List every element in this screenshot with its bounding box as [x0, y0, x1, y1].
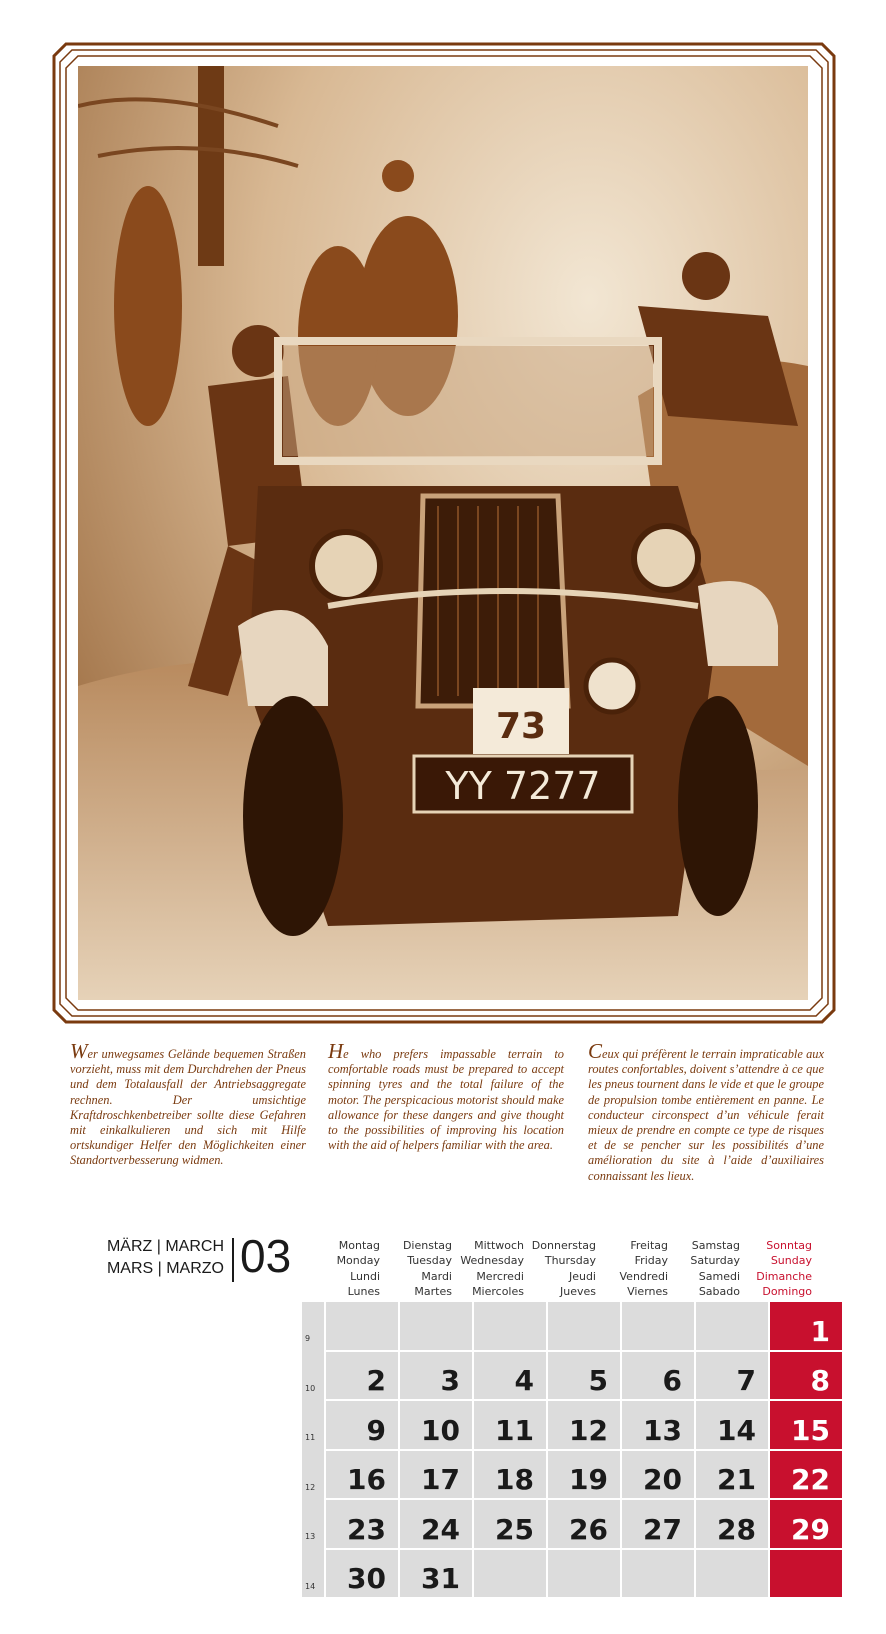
day-cell-tuesday[interactable] — [400, 1451, 472, 1499]
day-cell-friday[interactable] — [622, 1550, 694, 1598]
day-number: 30 — [347, 1562, 386, 1595]
day-cell-friday[interactable] — [622, 1401, 694, 1449]
day-cell-sunday[interactable] — [770, 1550, 842, 1598]
weekday-label: Sunday — [770, 1254, 812, 1268]
weekday-label: Montag — [338, 1239, 380, 1252]
weekday-label: Samstag — [691, 1239, 740, 1252]
day-number: 21 — [717, 1463, 756, 1496]
day-cell-wednesday[interactable] — [474, 1352, 546, 1400]
day-number: 24 — [421, 1512, 460, 1546]
week-number — [303, 1352, 323, 1398]
caption-french — [588, 1039, 824, 1184]
month-divider — [232, 1238, 234, 1282]
weekday-label: Friday — [634, 1254, 668, 1268]
caption-german-text: er unwegsames Gelände bequemen Straßen vorzieht, muss mit dem Durchdrehen der Pneus und dem Totalausfall der Antriebsaggregate rechnen. Der umsichtige Kraftdroschkenbetreiber sollte diese Gefahren mit einkalkulieren und sich mit Hilfe ortskundiger Helfer den Möglichkeiten einer Standortverbesserung widmen. — [70, 1047, 306, 1168]
race-number: 73 — [495, 706, 547, 747]
license-plate: YY 7277 — [445, 764, 601, 808]
day-cell-monday[interactable] — [326, 1500, 398, 1548]
day-number: 19 — [569, 1463, 608, 1496]
caption-french-text: eux qui préfèrent le terrain impraticable aux routes confortables, doivent s’attendre à ce que les pneus tournent dans le vide et que le groupe de propulsion tombe entièrement en panne. Le conducteur circonspect d’un véhicule ferait mieux de prendre en compte ce type de risques et de se pencher sur les possibilités d’une amélioration du site à l’aide d’auxiliaires connaissant les lieux. — [588, 1047, 824, 1183]
week-number — [303, 1550, 323, 1596]
day-number: 9 — [366, 1413, 386, 1447]
day-cell-sunday[interactable] — [770, 1451, 842, 1499]
day-number: 14 — [717, 1413, 756, 1447]
day-number: 29 — [791, 1512, 830, 1546]
weekday-label: Lundi — [350, 1269, 380, 1283]
day-number: 3 — [440, 1364, 460, 1397]
day-cell-friday[interactable] — [622, 1302, 694, 1350]
day-number: 25 — [495, 1512, 534, 1546]
day-cell-thursday[interactable] — [548, 1500, 620, 1548]
caption-german — [70, 1039, 306, 1169]
day-cell-tuesday[interactable] — [400, 1352, 472, 1400]
weekday-label: Mardi — [421, 1269, 452, 1283]
day-cell-sunday[interactable] — [770, 1302, 842, 1350]
day-number: 7 — [736, 1364, 756, 1397]
caption-french-initial: C — [588, 1039, 603, 1063]
day-number: 15 — [791, 1413, 830, 1447]
week-number — [303, 1500, 323, 1546]
weekday-label: Sonntag — [766, 1239, 812, 1252]
month-number: 03 — [240, 1230, 292, 1282]
weekday-label: Sabado — [698, 1285, 740, 1299]
day-cell-sunday[interactable] — [770, 1500, 842, 1548]
day-cell-saturday[interactable] — [696, 1500, 768, 1548]
day-number: 23 — [347, 1512, 386, 1546]
weekday-label: Samedi — [698, 1269, 740, 1283]
weekday-label: Wednesday — [460, 1254, 524, 1268]
day-cell-wednesday[interactable] — [474, 1451, 546, 1499]
week-number — [303, 1401, 323, 1447]
vintage-car-photo — [78, 66, 808, 1000]
day-number: 8 — [810, 1364, 830, 1397]
weekday-header-friday — [598, 1238, 668, 1300]
day-number: 12 — [569, 1413, 608, 1447]
day-number: 5 — [588, 1364, 608, 1397]
weekday-header-tuesday — [382, 1238, 452, 1300]
day-cell-tuesday[interactable] — [400, 1550, 472, 1598]
day-cell-monday[interactable] — [326, 1401, 398, 1449]
day-number: 31 — [421, 1562, 460, 1595]
day-cell-monday[interactable] — [326, 1550, 398, 1598]
weekday-label: Dienstag — [402, 1239, 452, 1252]
weekday-header-monday — [310, 1238, 380, 1300]
day-cell-saturday[interactable] — [696, 1302, 768, 1350]
day-cell-saturday[interactable] — [696, 1401, 768, 1449]
day-number: 22 — [791, 1463, 830, 1496]
day-cell-wednesday[interactable] — [474, 1550, 546, 1598]
weekday-label: Vendredi — [619, 1269, 668, 1283]
weekday-header-saturday — [670, 1238, 740, 1300]
caption-german-initial: W — [70, 1039, 88, 1063]
day-number: 18 — [495, 1463, 534, 1496]
weekday-header-wednesday — [454, 1238, 524, 1300]
week-number-label: 13 — [305, 1532, 316, 1541]
day-cell-saturday[interactable] — [696, 1352, 768, 1400]
day-cell-thursday[interactable] — [548, 1550, 620, 1598]
weekday-label: Miercoles — [472, 1285, 524, 1299]
day-cell-monday[interactable] — [326, 1352, 398, 1400]
day-cell-sunday[interactable] — [770, 1401, 842, 1449]
day-cell-monday[interactable] — [326, 1451, 398, 1499]
week-number-label: 10 — [305, 1383, 316, 1393]
month-names — [96, 1236, 224, 1280]
weekday-label: Monday — [336, 1254, 380, 1268]
day-cell-tuesday[interactable] — [400, 1401, 472, 1449]
week-number — [303, 1451, 323, 1497]
day-number: 27 — [643, 1512, 682, 1546]
day-cell-friday[interactable] — [622, 1451, 694, 1499]
day-cell-friday[interactable] — [622, 1500, 694, 1548]
weekday-label: Freitag — [630, 1239, 668, 1252]
day-cell-thursday[interactable] — [548, 1352, 620, 1400]
weekday-label: Dimanche — [756, 1269, 812, 1283]
weekday-label: Donnerstag — [531, 1239, 596, 1252]
weekday-label: Tuesday — [407, 1254, 452, 1268]
day-number: 4 — [514, 1364, 534, 1397]
day-cell-sunday[interactable] — [770, 1352, 842, 1400]
day-cell-tuesday[interactable] — [400, 1302, 472, 1350]
month-name-line2: MARS | MARZO — [106, 1260, 224, 1277]
day-number: 13 — [643, 1413, 682, 1447]
weekday-label: Jeudi — [568, 1269, 596, 1283]
day-cell-thursday[interactable] — [548, 1302, 620, 1350]
day-number: 16 — [347, 1463, 386, 1496]
day-number: 17 — [421, 1463, 460, 1496]
caption-english-initial: H — [328, 1039, 344, 1063]
weekday-label: Martes — [414, 1285, 452, 1299]
day-number: 2 — [366, 1364, 386, 1397]
month-name-line1: MÄRZ | MARCH — [106, 1238, 224, 1255]
weekday-label: Domingo — [762, 1285, 812, 1299]
day-cell-saturday[interactable] — [696, 1550, 768, 1598]
day-cell-monday[interactable] — [326, 1302, 398, 1350]
week-number-label: 14 — [305, 1581, 316, 1591]
day-cell-wednesday[interactable] — [474, 1500, 546, 1548]
day-number: 6 — [662, 1364, 682, 1397]
week-number-label: 11 — [305, 1433, 316, 1442]
day-number: 28 — [717, 1512, 756, 1546]
day-number: 26 — [569, 1512, 608, 1546]
day-cell-thursday[interactable] — [548, 1451, 620, 1499]
day-cell-saturday[interactable] — [696, 1451, 768, 1499]
day-number: 10 — [421, 1413, 460, 1447]
weekday-label: Mittwoch — [474, 1239, 524, 1252]
day-cell-wednesday[interactable] — [474, 1401, 546, 1449]
day-number: 20 — [643, 1463, 682, 1496]
week-number — [303, 1302, 323, 1348]
weekday-label: Lunes — [347, 1285, 380, 1299]
day-number: 11 — [495, 1413, 534, 1447]
weekday-label: Jueves — [560, 1285, 596, 1299]
week-number-label: 12 — [305, 1482, 316, 1492]
caption-english-text: e who prefers impassable terrain to comfortable roads must be prepared to accept spinning tyres and the total failure of the motor. The perspicacious motorist should make allowance for these dangers and give thought to the possibilities of improving his location with the aid of helpers familiar with the area. — [328, 1047, 564, 1153]
day-cell-tuesday[interactable] — [400, 1500, 472, 1548]
weekday-header-thursday — [526, 1238, 596, 1300]
weekday-label: Mercredi — [476, 1269, 524, 1283]
weekday-label: Thursday — [544, 1254, 596, 1268]
day-cell-friday[interactable] — [622, 1352, 694, 1400]
weekday-label: Viernes — [627, 1285, 668, 1299]
caption-english — [328, 1039, 564, 1153]
weekday-header-sunday — [742, 1238, 812, 1300]
weekday-label: Saturday — [690, 1254, 740, 1268]
week-number-label: 9 — [305, 1334, 311, 1343]
day-cell-thursday[interactable] — [548, 1401, 620, 1449]
day-cell-wednesday[interactable] — [474, 1302, 546, 1350]
day-number: 1 — [810, 1314, 830, 1348]
